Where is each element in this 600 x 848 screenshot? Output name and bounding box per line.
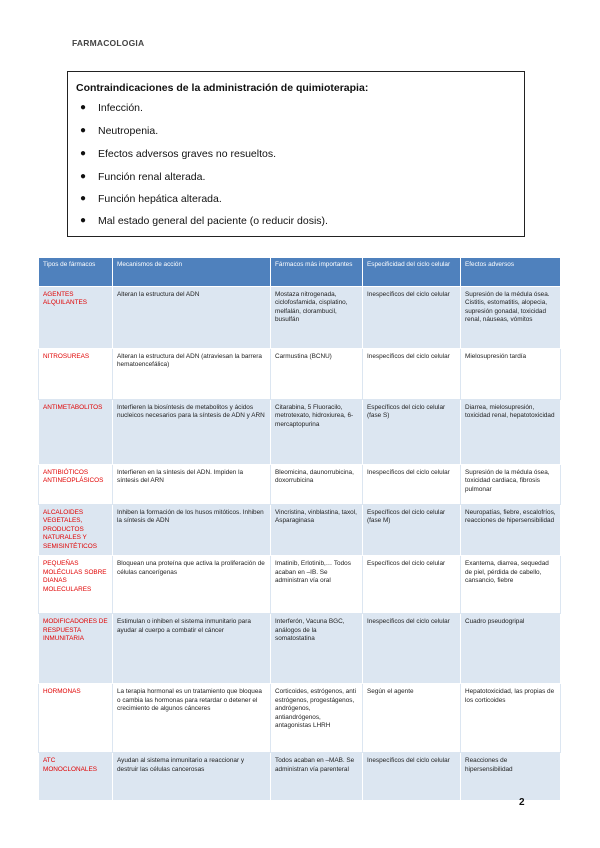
adverse-effects-cell: Supresión de la médula ósea. Cistitis, estomatitis, alopecia, supresión gonadal, toxicidad renal, náuseas, vómitos — [461, 287, 561, 349]
drug-type-cell: PEQUEÑAS MOLÉCULAS SOBRE DIANAS MOLECULARES — [39, 556, 113, 614]
column-header: Especificidad del ciclo celular — [363, 258, 461, 287]
cell-cycle-cell: Específicos del ciclo celular (fase S) — [363, 400, 461, 465]
bullet-icon: ● — [80, 171, 87, 182]
adverse-effects-cell: Neuropatías, fiebre, escalofríos, reacciones de hipersensibilidad — [461, 505, 561, 556]
drugs-cell: Corticoides, estrógenos, anti estrógenos, progestágenos, andrógenos, antiandrógenos, antagonistas LHRH — [271, 684, 363, 753]
cell-cycle-cell: Inespecíficos del ciclo celular — [363, 349, 461, 400]
table-header-row — [39, 258, 561, 287]
table-row — [39, 349, 561, 400]
list-item: ● Infección. — [80, 102, 143, 114]
drug-type-cell: MODIFICADORES DE RESPUESTA INMUNITARIA — [39, 614, 113, 684]
mechanism-cell: Ayudan al sistema inmunitario a reaccionar y destruir las células cancerosas — [113, 753, 271, 801]
column-header: Tipos de fármacos — [39, 258, 113, 287]
mechanism-cell: Alteran la estructura del ADN (atraviesan la barrera hematoencefálica) — [113, 349, 271, 400]
mechanism-cell: Alteran la estructura del ADN — [113, 287, 271, 349]
drug-type-cell: ATC MONOCLONALES — [39, 753, 113, 801]
mechanism-cell: La terapia hormonal es un tratamiento que bloquea o cambia las hormonas para retardar o detener el crecimiento de algunos cánceres — [113, 684, 271, 753]
drug-type-cell: ANTIMETABOLITOS — [39, 400, 113, 465]
list-item: ● Efectos adversos graves no resueltos. — [80, 148, 277, 160]
drugs-cell: Bleomicina, daunorrubicina, doxorrubicina — [271, 465, 363, 505]
drugs-cell: Interferón, Vacuna BGC, análogos de la somatostatina — [271, 614, 363, 684]
drugs-cell: Imatinib, Erlotinib,… Todos acaban en –IB. Se administran vía oral — [271, 556, 363, 614]
drug-type-cell: AGENTES ALQUILANTES — [39, 287, 113, 349]
mechanism-cell: Estimulan o inhiben el sistema inmunitario para ayudar al cuerpo a combatir el cáncer — [113, 614, 271, 684]
adverse-effects-cell: Hepatotoxicidad, las propias de los corticoides — [461, 684, 561, 753]
table-row — [39, 614, 561, 684]
cell-cycle-cell: Inespecíficos del ciclo celular — [363, 287, 461, 349]
table-row — [39, 684, 561, 753]
adverse-effects-cell: Supresión de la médula ósea, toxicidad cardiaca, fibrosis pulmonar — [461, 465, 561, 505]
adverse-effects-cell: Exantema, diarrea, sequedad de piel, pérdida de cabello, cansancio, fiebre — [461, 556, 561, 614]
bullet-icon: ● — [80, 125, 87, 136]
table-row — [39, 556, 561, 614]
column-header: Mecanismos de acción — [113, 258, 271, 287]
drug-type-cell: HORMONAS — [39, 684, 113, 753]
drugs-cell: Mostaza nitrogenada, ciclofosfamida, cisplatino, melfalán, clorambucil, busulfán — [271, 287, 363, 349]
mechanism-cell: Inhiben la formación de los husos mitóticos. Inhiben la síntesis de ADN — [113, 505, 271, 556]
chemotherapy-drugs-table — [38, 257, 561, 801]
mechanism-cell: Interfieren en la síntesis del ADN. Impiden la síntesis del ARN — [113, 465, 271, 505]
mechanism-cell: Bloquean una proteína que activa la proliferación de células cancerígenas — [113, 556, 271, 614]
drugs-cell: Citarabina, 5 Fluoracilo, metrotexato, hidroxiurea, 6-mercaptopurina — [271, 400, 363, 465]
table-row — [39, 465, 561, 505]
list-item: ● Neutropenia. — [80, 125, 159, 137]
page-number: 2 — [519, 797, 525, 808]
column-header: Efectos adversos — [461, 258, 561, 287]
mechanism-cell: Interfieren la biosíntesis de metabolitos y ácidos nucleicos necesarios para la síntesis de ADN y ARN — [113, 400, 271, 465]
list-item: ● Función hepática alterada. — [80, 193, 222, 205]
adverse-effects-cell: Mielosupresión tardía — [461, 349, 561, 400]
cell-cycle-cell: Según el agente — [363, 684, 461, 753]
cell-cycle-cell: Específicos del ciclo celular (fase M) — [363, 505, 461, 556]
adverse-effects-cell: Diarrea, mielosupresión, toxicidad renal, hepatotoxicidad — [461, 400, 561, 465]
drugs-cell: Todos acaban en –MAB. Se administran vía parenteral — [271, 753, 363, 801]
adverse-effects-cell: Reacciones de hipersensibilidad — [461, 753, 561, 801]
table-row — [39, 400, 561, 465]
adverse-effects-cell: Cuadro pseudogripal — [461, 614, 561, 684]
contraindications-title: Contraindicaciones de la administración de quimioterapia: — [76, 82, 369, 94]
table-row — [39, 753, 561, 801]
bullet-icon: ● — [80, 102, 87, 113]
contraindications-box — [67, 71, 525, 237]
bullet-icon: ● — [80, 215, 87, 226]
table-row — [39, 287, 561, 349]
drug-type-cell: ANTIBIÓTICOS ANTINEOPLÁSICOS — [39, 465, 113, 505]
drug-type-cell: ALCALOIDES VEGETALES, PRODUCTOS NATURALES Y SEMISINTÉTICOS — [39, 505, 113, 556]
cell-cycle-cell: Inespecíficos del ciclo celular — [363, 614, 461, 684]
bullet-icon: ● — [80, 148, 87, 159]
cell-cycle-cell: Específicos del ciclo celular — [363, 556, 461, 614]
drugs-cell: Carmustina (BCNU) — [271, 349, 363, 400]
drug-type-cell: NITROSUREAS — [39, 349, 113, 400]
cell-cycle-cell: Inespecíficos del ciclo celular — [363, 753, 461, 801]
drugs-cell: Vincristina, vinblastina, taxol, Asparaginasa — [271, 505, 363, 556]
bullet-icon: ● — [80, 193, 87, 204]
cell-cycle-cell: Inespecíficos del ciclo celular — [363, 465, 461, 505]
list-item: ● Mal estado general del paciente (o reducir dosis). — [80, 215, 328, 227]
table-row — [39, 505, 561, 556]
page-header: FARMACOLOGIA — [72, 38, 145, 48]
list-item: ● Función renal alterada. — [80, 171, 206, 183]
column-header: Fármacos más importantes — [271, 258, 363, 287]
